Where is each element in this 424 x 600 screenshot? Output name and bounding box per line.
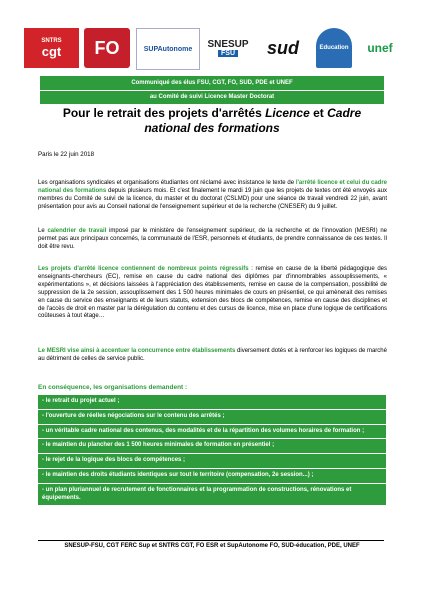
unef-logo [358, 28, 402, 68]
fo-logo-label: FO [94, 37, 120, 58]
header-band-communique: Communiqué des élus FSU, CGT, FO, SUD, PDE et UNEF [40, 76, 384, 90]
signatories-footer: SNESUP-FSU, CGT FERC Sup et SNTRS CGT, FO ESR et SupAutonome FO, SUD-éducation, PDE, UNEF [64, 543, 360, 549]
p2-text-b: imposé par le ministère de l'enseignement supérieur, de la recherche et de l'innovation (MESRI) ne permet pas aux principaux concernés, la communauté de l'ESR, personnels et étudiants, de prendre connaissance de ces textes. Il doit être revu. [38, 228, 388, 250]
demand-item: - un plan pluriannuel de recrutement de fonctionnaires et la programmation de constructions, rénovations et équipements. [38, 484, 386, 507]
demand-item: - le retrait du projet actuel ; [38, 395, 386, 410]
p1-text-a: Les organisations syndicales et organisations étudiantes ont réclamé avec insistance le texte de [38, 180, 296, 186]
demands-heading: En conséquence, les organisations demandent : [38, 384, 188, 391]
snesup-logo-label: SNESUP [207, 39, 249, 50]
cgt-logo-label: cgt [41, 43, 62, 59]
cgt-logo-sub: SNTRS [41, 37, 62, 44]
p1-highlight: l'arrêté licence et celui du cadre national des formations [38, 180, 387, 194]
title-pre: Pour le retrait des projets d'arrêtés [62, 106, 266, 120]
logo-strip [24, 28, 402, 68]
footer-divider [38, 540, 384, 541]
demand-item: - le maintien des droits étudiants identiques sur tout le territoire (compensation, 2e session...) ; [38, 469, 386, 484]
document-title [40, 106, 384, 136]
unef-logo-label: unef [367, 41, 393, 55]
p3-text-b: : remise en cause de la liberté pédagogique des enseignants-chercheurs (EC), remise en cause du cadre national des diplômes par d'innombrables assouplissements, « expérimentations », et décisions laissées à l'appréciation des établissements, remise en cause de la compensation, possibilité de suppression de la 2e session, assouplissement des 1 500 heures minimales de cours en présentiel, ce qui amènerait des remises en cause du service des enseignants et de leurs statuts, extension des blocs de compétences, remise en cause des disciplines et de l'accès de droit en master par la dérégulation du contenu et des cursus de licence, mise en place d'une logique de certifications coûteuses à tout étage… [38, 266, 387, 320]
paragraph-3 [38, 266, 387, 321]
p4-text-b: diversement dotés et à renforcer les logiques de marché au détriment de celles de service public. [38, 348, 387, 362]
p2-highlight: calendrier de travail [47, 228, 107, 234]
demand-item: - le maintien du plancher des 1 500 heures minimales de formation en présentiel ; [38, 439, 386, 454]
sud-logo [256, 28, 310, 68]
title-mid: et [309, 106, 328, 120]
demand-item: - le rejet de la logique des blocs de compétences ; [38, 454, 386, 469]
p4-highlight: Le MESRI vise ainsi à accentuer la concurrence entre établissements [38, 348, 236, 354]
cgt-sntrs-logo [24, 28, 79, 68]
p3-highlight: Les projets d'arrêté licence contiennent de nombreux points régressifs [38, 266, 249, 272]
supautonome-logo [136, 28, 200, 70]
sup-logo-label: SUPAutonome [143, 45, 193, 53]
document-date: Paris le 22 juin 2018 [38, 151, 95, 158]
sud-logo-label: sud [266, 37, 299, 58]
title-em-cadre: Cadre national des formations [144, 106, 362, 135]
demand-item: - l'ouverture de réelles négociations sur le contenu des arrêtés ; [38, 410, 386, 425]
paragraph-4 [38, 348, 387, 364]
fo-esr-logo [84, 28, 130, 68]
snesup-fsu-logo [204, 28, 252, 68]
educ-logo-label: Education [319, 45, 349, 51]
title-em-licence: Licence [265, 106, 310, 120]
paragraph-1 [38, 180, 387, 212]
demand-item: - un véritable cadre national des contenus, des modalités et de la répartition des volumes horaires de formation ; [38, 425, 386, 440]
header-band-comite: au Comité de suivi Licence Master Doctorat [40, 91, 384, 104]
p2-text-a: Le [38, 228, 48, 234]
p1-text-b: depuis plusieurs mois. Et c'est finalement le mardi 19 juin que les projets de textes ont été envoyés aux membres du Comité de suivi de la licence, du master et du doctorat (CSLMD) pour une séance de travail vendredi 22 juin, avant présentation pour avis au Conseil national de l'enseignement supérieur et de la recherche (CNESER) du 9 juillet. [38, 187, 387, 210]
education-logo [316, 28, 352, 68]
fsu-logo-sub: FSU [218, 50, 238, 57]
demands-list [38, 395, 386, 506]
paragraph-2 [38, 228, 387, 252]
